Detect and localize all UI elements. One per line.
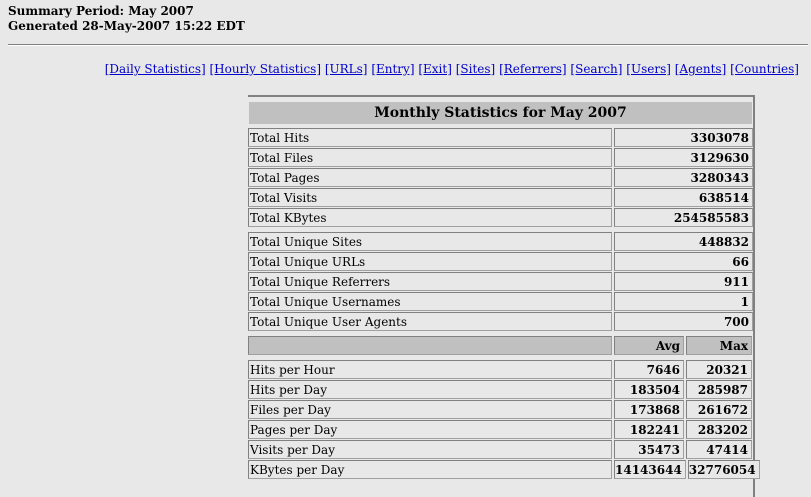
nav-urls[interactable]: [URLs]	[324, 62, 368, 76]
table-row	[248, 440, 753, 459]
row-avg: 14143644	[614, 460, 686, 479]
nav-daily-statistics[interactable]: [Daily Statistics]	[104, 62, 206, 76]
table-row	[248, 188, 753, 207]
row-label: Total Unique User Agents	[248, 312, 612, 331]
row-value: 3129630	[614, 148, 753, 167]
row-label: Total Unique Referrers	[248, 272, 612, 291]
row-avg: 182241	[614, 420, 684, 439]
rates-section	[248, 360, 756, 479]
row-label: Pages per Day	[248, 420, 612, 439]
row-label: Total Unique URLs	[248, 252, 612, 271]
report-nav	[105, 62, 799, 76]
row-label: Hits per Hour	[248, 360, 612, 379]
nav-agents[interactable]: [Agents]	[674, 62, 727, 76]
nav-sites[interactable]: [Sites]	[455, 62, 496, 76]
row-label: Files per Day	[248, 400, 612, 419]
nav-referrers[interactable]: [Referrers]	[499, 62, 567, 76]
totals-section	[248, 128, 753, 227]
table-row	[248, 420, 753, 439]
row-max: 32776054	[688, 460, 760, 479]
row-max: 47414	[686, 440, 752, 459]
report-header	[8, 4, 245, 34]
table-row	[248, 252, 753, 271]
row-value: 254585583	[614, 208, 753, 227]
table-row	[248, 312, 753, 331]
row-value: 1	[614, 292, 753, 311]
uniques-section	[248, 232, 753, 331]
row-max: 283202	[686, 420, 752, 439]
row-value: 448832	[614, 232, 753, 251]
row-label: Total Pages	[248, 168, 612, 187]
summary-period: Summary Period: May 2007	[8, 4, 194, 18]
table-title: Monthly Statistics for May 2007	[249, 102, 752, 124]
table-row	[248, 208, 753, 227]
avg-column-header: Avg	[614, 336, 684, 355]
row-value: 66	[614, 252, 753, 271]
row-label: Total Visits	[248, 188, 612, 207]
table-row	[248, 380, 753, 399]
row-label: Total Hits	[248, 128, 612, 147]
row-label: Total Unique Usernames	[248, 292, 612, 311]
row-label: KBytes per Day	[248, 460, 612, 479]
row-value: 638514	[614, 188, 753, 207]
header-blank-cell	[248, 336, 612, 355]
nav-entry[interactable]: [Entry]	[371, 62, 415, 76]
row-max: 261672	[686, 400, 752, 419]
nav-exit[interactable]: [Exit]	[418, 62, 452, 76]
table-row	[248, 148, 753, 167]
row-value: 3303078	[614, 128, 753, 147]
row-value: 911	[614, 272, 753, 291]
row-max: 285987	[686, 380, 752, 399]
nav-countries[interactable]: [Countries]	[730, 62, 799, 76]
row-label: Visits per Day	[248, 440, 612, 459]
monthly-statistics-table	[248, 95, 755, 497]
row-avg: 35473	[614, 440, 684, 459]
table-row	[248, 272, 753, 291]
table-row	[248, 400, 753, 419]
max-column-header: Max	[686, 336, 752, 355]
row-avg: 173868	[614, 400, 684, 419]
row-avg: 7646	[614, 360, 684, 379]
row-label: Total Unique Sites	[248, 232, 612, 251]
generated-timestamp: Generated 28-May-2007 15:22 EDT	[8, 19, 245, 33]
row-value: 700	[614, 312, 753, 331]
row-label: Total Files	[248, 148, 612, 167]
row-label: Total KBytes	[248, 208, 612, 227]
row-max: 20321	[686, 360, 752, 379]
row-avg: 183504	[614, 380, 684, 399]
table-row	[248, 360, 753, 379]
table-row	[248, 128, 753, 147]
row-label: Hits per Day	[248, 380, 612, 399]
table-row	[248, 460, 756, 479]
row-value: 3280343	[614, 168, 753, 187]
table-row	[248, 292, 753, 311]
nav-hourly-statistics[interactable]: [Hourly Statistics]	[209, 62, 322, 76]
table-row	[248, 232, 753, 251]
nav-search[interactable]: [Search]	[570, 62, 623, 76]
divider	[8, 44, 808, 46]
table-row	[248, 168, 753, 187]
nav-users[interactable]: [Users]	[626, 62, 671, 76]
avg-max-header-row	[248, 336, 753, 355]
